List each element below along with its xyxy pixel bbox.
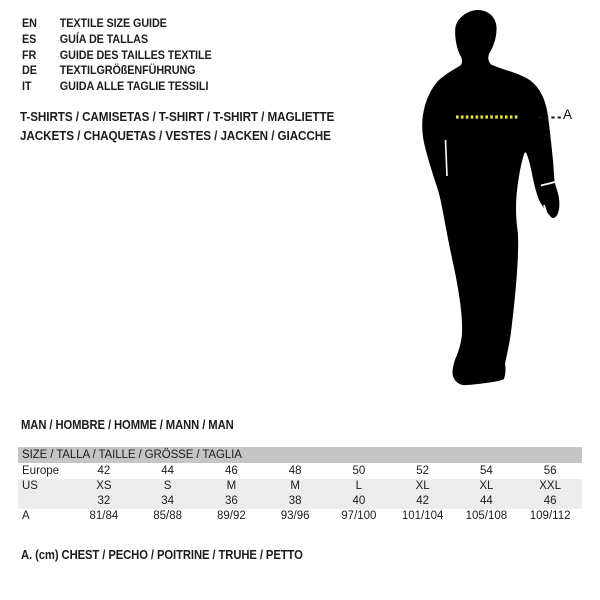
language-row	[22, 79, 212, 95]
size-table-cell: XL	[479, 480, 494, 492]
language-code: EN	[22, 16, 37, 30]
size-table-cell: 46	[224, 465, 238, 477]
size-table-row-label	[18, 494, 72, 509]
size-table-cell: 52	[416, 465, 430, 477]
size-table-row	[18, 464, 582, 479]
size-table-cell: 32	[97, 495, 111, 507]
language-row	[22, 48, 212, 64]
size-table-cell: 36	[224, 495, 238, 507]
size-table-cell: L	[355, 480, 363, 492]
size-table-header: SIZE / TALLA / TAILLE / GRÖSSE / TAGLIA	[18, 447, 582, 463]
product-categories	[20, 107, 334, 145]
language-title: TEXTILE SIZE GUIDE	[59, 16, 167, 30]
size-table-cell: 85/88	[153, 510, 183, 522]
size-table-cell: M	[290, 480, 300, 492]
size-table-cell: S	[163, 480, 172, 492]
size-table-cell: 97/100	[341, 510, 377, 522]
size-table-cell: 48	[288, 465, 302, 477]
size-table-cell: 93/96	[280, 510, 310, 522]
language-code: DE	[22, 63, 37, 78]
language-list	[22, 16, 212, 95]
size-table-cell: 81/84	[89, 510, 119, 522]
language-title: GUIDA ALLE TAGLIE TESSILI	[59, 79, 209, 94]
product-category-line: JACKETS / CHAQUETAS / VESTES / JACKEN / GIACCHE	[20, 128, 331, 144]
product-category-line: T-SHIRTS / CAMISETAS / T-SHIRT / T-SHIRT / MAGLIETTE	[20, 109, 335, 124]
size-table-cell: 50	[352, 465, 366, 477]
section-title: MAN / HOMBRE / HOMME / MANN / MAN	[21, 418, 234, 432]
size-table-cell: 89/92	[216, 510, 246, 522]
language-title: GUIDE DES TAILLES TEXTILE	[59, 47, 212, 62]
man-silhouette-figure	[390, 0, 600, 400]
size-table-row	[18, 494, 582, 509]
size-table-cell: 40	[352, 495, 366, 507]
size-table-cell: 105/108	[465, 510, 508, 522]
size-table-cell: 34	[161, 495, 175, 507]
measurement-label-a: A	[563, 107, 573, 122]
size-table	[18, 447, 582, 524]
size-table-cell: 46	[543, 495, 557, 507]
man-silhouette-path	[422, 10, 559, 385]
size-table-body	[18, 464, 582, 524]
language-title: GUÍA DE TALLAS	[59, 31, 148, 46]
size-table-cell: M	[226, 480, 237, 492]
size-table-cell: XXL	[539, 480, 561, 492]
measurement-footnote: A. (cm) CHEST / PECHO / POITRINE / TRUHE / PETTO	[21, 548, 303, 562]
size-table-cell: 44	[479, 495, 493, 507]
size-table-cell: 56	[543, 465, 557, 477]
size-table-cell: 42	[416, 495, 430, 507]
man-silhouette	[390, 0, 600, 400]
language-row	[22, 63, 212, 79]
size-table-cell: XL	[415, 480, 430, 492]
size-table-cell: 109/112	[529, 510, 571, 522]
size-table-row-label: US	[22, 480, 38, 492]
size-table-row-label: Europe	[22, 465, 60, 477]
size-table-cell: 42	[97, 465, 111, 477]
language-code: IT	[22, 79, 32, 94]
language-title: TEXTILGRÖßENFÜHRUNG	[59, 63, 196, 78]
size-table-cell: 44	[161, 465, 175, 477]
language-row	[22, 16, 212, 32]
language-code: ES	[22, 31, 37, 46]
size-table-cell: XS	[96, 480, 112, 492]
size-table-row	[18, 479, 582, 494]
size-table-cell: 101/104	[401, 510, 444, 522]
language-code: FR	[22, 47, 37, 62]
size-table-cell: 38	[288, 495, 302, 507]
size-table-cell: 54	[479, 465, 493, 477]
size-table-row-label: A	[22, 510, 30, 522]
size-table-row	[18, 509, 582, 524]
language-row	[22, 32, 212, 48]
